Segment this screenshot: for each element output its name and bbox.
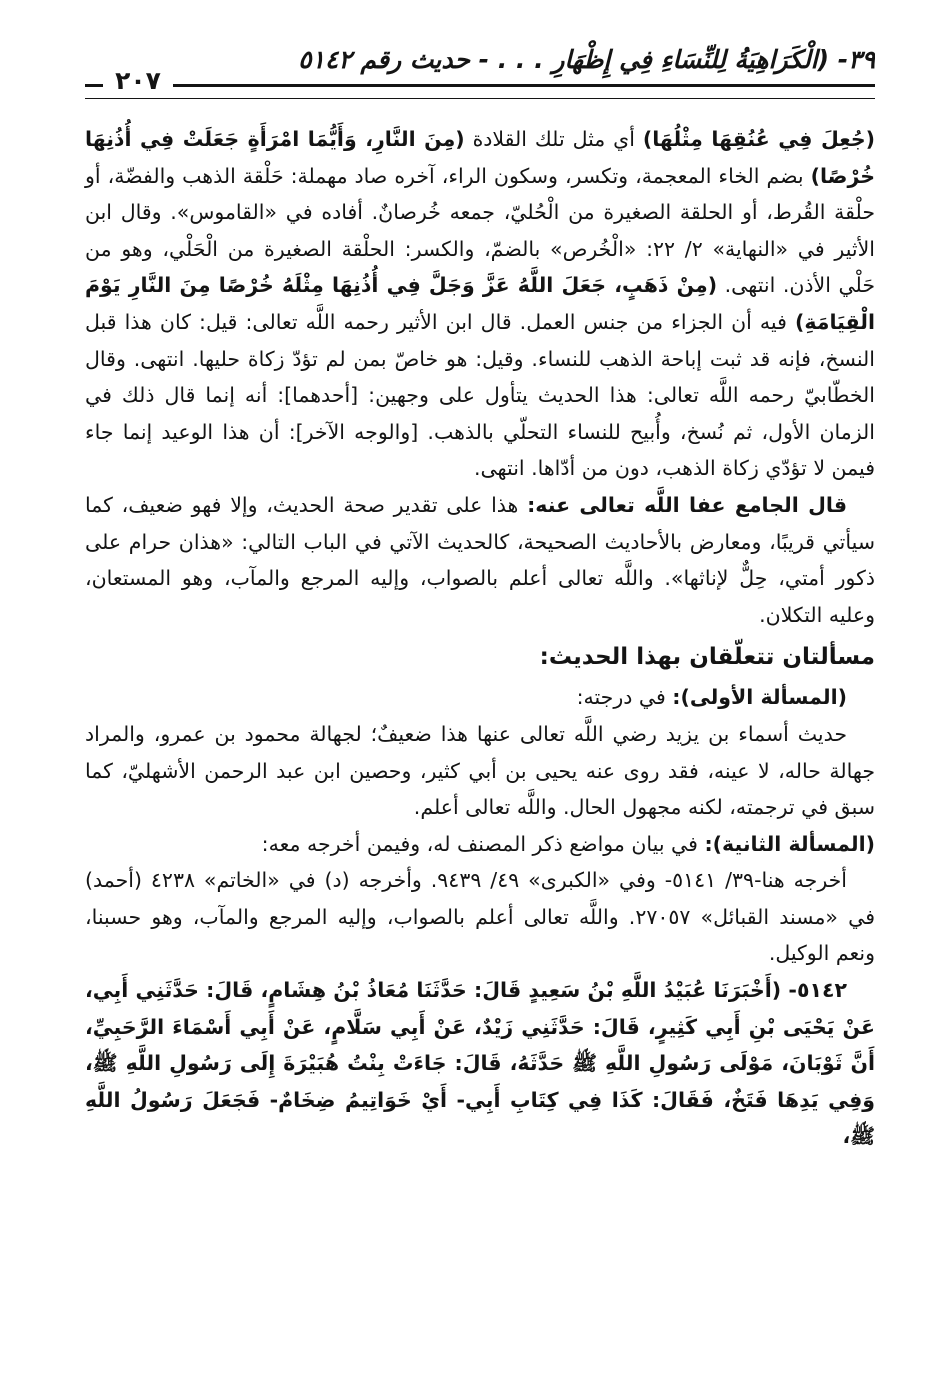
commentary-text: فيه أن الجزاء من جنس العمل. قال ابن الأثير رحمه اللَّه تعالى: قيل: كان هذا قبل النسخ، فإنه قد ثبت إباحة الذهب للنساء. وقيل: هو خاصّ بمن لم تؤدّ زكاة حليها. انتهى. وقال الخطّابيّ رحمه اللَّه تعالى: هذا الحديث يتأول على وجهين: [أحدهما]: أنه إنما قال ذلك في الزمان الأول، ثم نُسخ، وأُبيح للنساء التحلّي بالذهب. [والوجه الآخر]: أن هذا الوعيد إنما جاء فيمن لا تؤدّي زكاة الذهب، دون من أدّاها. انتهى. bbox=[85, 309, 875, 481]
compiler-remark-label: قال الجامع عفا اللَّه تعالى عنه: bbox=[527, 492, 847, 517]
running-header bbox=[85, 38, 875, 82]
commentary-text: هذا على تقدير صحة الحديث، وإلا فهو ضعيف، كما سيأتي قريبًا، ومعارض بالأحاديث الصحيحة، كالحديث الآتي في الباب التالي: «هذان حرام على ذكور أمتي، حِلٌّ لإناثها». واللَّه تعالى أعلم بالصواب، وإليه المرجع والمآب، وهو المستعان، وعليه التكلان. bbox=[85, 492, 875, 627]
book-page bbox=[85, 38, 875, 1338]
quoted-matn: (مِنَ النَّارِ، وَأَيُّمَا امْرَأَةٍ جَعَلَتْ فِي أُذُنِهَا خُرْصًا) bbox=[85, 127, 875, 188]
header-rule bbox=[85, 84, 875, 99]
section-heading: مسألتان تتعلّقان بهذا الحديث: bbox=[539, 644, 875, 671]
question-2-title bbox=[85, 826, 875, 863]
running-header-title: ٣٩- (الْكَرَاهِيَةُ لِلنِّسَاءِ فِي إِظْهَارِ . . . - حديث رقم ٥١٤٢ bbox=[298, 45, 875, 74]
commentary-text: أي مثل تلك القلادة bbox=[464, 127, 643, 151]
question-2-subject: في بيان مواضع ذكر المصنف له، وفيمن أخرجه معه: bbox=[261, 831, 705, 856]
page-number: ٢٠٧ bbox=[103, 66, 173, 96]
question-2-label: (المسألة الثانية): bbox=[704, 831, 875, 856]
question-1-label: (المسألة الأولى): bbox=[672, 685, 847, 710]
commentary-paragraph-2 bbox=[85, 487, 875, 633]
question-1-subject: في درجته: bbox=[576, 685, 673, 710]
question-2-body: أخرجه هنا-٣٩/ ٥١٤١- وفي «الكبرى» ٤٩/ ٩٤٣٩. وأخرجه (د) في «الخاتم» ٤٢٣٨ (أحمد) في «مسند القبائل» ٢٧٠٥٧. واللَّه تعالى أعلم بالصواب، وإليه المرجع والمآب، وهو حسبنا، ونعم الوكيل. bbox=[85, 868, 876, 966]
quoted-matn: (مِنْ ذَهَبٍ، جَعَلَ اللَّهُ عَزَّ وَجَلَّ فِي أُذُنِهَا مِثْلَهُ خُرْصًا مِنَ النَّارِ يَوْمَ الْقِيَامَةِ) bbox=[85, 273, 875, 334]
question-1-title bbox=[85, 679, 875, 716]
commentary-paragraph-1 bbox=[85, 121, 875, 487]
quoted-matn: (جُعِلَ فِي عُنُقِهَا مِثْلُهَا) bbox=[642, 127, 876, 151]
question-1-body: حديث أسماء بن يزيد رضي اللَّه تعالى عنها هذا ضعيفٌ؛ لجهالة محمود بن عمرو، والمراد جهالة حاله، لا عينه، فقد روى عنه يحيى بن أبي كثير، وحصين ابن عبد الرحمن الأشهليّ، كما سبق في ترجمته، لكنه مجهول الحال. واللَّه تعالى أعلم. bbox=[85, 721, 875, 820]
hadith-5142: ٥١٤٢- (أَخْبَرَنَا عُبَيْدُ اللَّهِ بْنُ سَعِيدٍ قَالَ: حَدَّثَنَا مُعَاذُ بْنُ هِشَامٍ، قَالَ: حَدَّثَنِي أَبِي، عَنْ يَحْيَى بْنِ أَبِي كَثِيرٍ، قَالَ: حَدَّثَنِي زَيْدٌ، عَنْ أَبِي سَلَّامٍ، عَنْ أَبِي أَسْمَاءَ الرَّحَبِيِّ، أَنَّ ثَوْبَانَ، مَوْلَى رَسُولِ اللَّهِ ﷺ حَدَّثَهُ، قَالَ: جَاءَتْ بِنْتُ هُبَيْرَةَ إِلَى رَسُولِ اللَّهِ ﷺ، وَفِي يَدِهَا فَتَخٌ، فَقَالَ: كَذَا فِي كِتَابِ أَبِي- أَيْ خَوَاتِيمُ ضِخَامٌ- فَجَعَلَ رَسُولُ اللَّهِ ﷺ، bbox=[85, 978, 875, 1149]
commentary-text: بضم الخاء المعجمة، وتكسر، وسكون الراء، آخره صاد مهملة: حَلْقة الذهب والفضّة، أو حلْقة القُرط، أو الحلقة الصغيرة من الْحُليّ، جمعه خُرصانٌ. أفاده في «القاموس». وقال ابن الأثير في «النهاية» ٢/ ٢٢: «الْخُرص» بالضمّ، والكسر: الحلْقة الصغيرة من الْحَلْي، وهو من حَلْي الأذن. انتهى. bbox=[85, 163, 875, 298]
